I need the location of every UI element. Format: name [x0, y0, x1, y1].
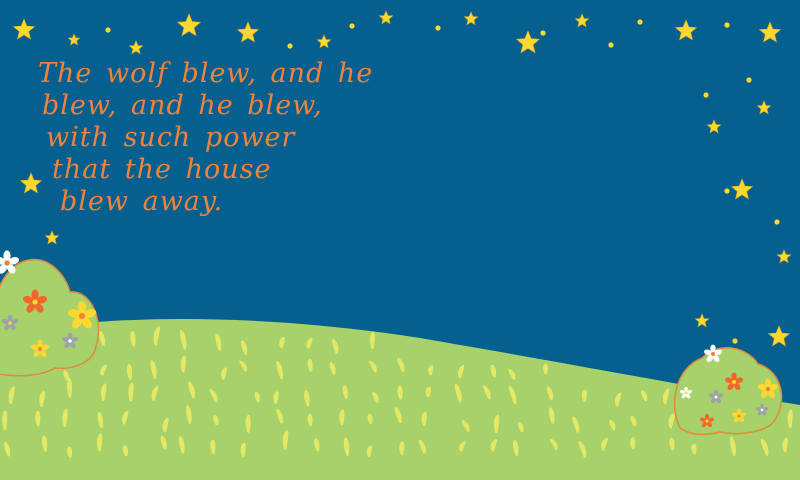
star-dot	[703, 92, 708, 97]
star-dot	[105, 27, 110, 32]
star-dot	[287, 43, 292, 48]
star-dot	[732, 338, 737, 343]
story-line: with such power	[46, 122, 296, 153]
story-line: blew away.	[60, 186, 224, 217]
star-dot	[540, 30, 545, 35]
star-dot	[435, 25, 440, 30]
star-dot	[349, 23, 354, 28]
star-dot	[637, 19, 642, 24]
story-line: The wolf blew, and he	[38, 58, 374, 89]
star-dot	[724, 188, 729, 193]
star-dot	[774, 219, 779, 224]
story-line: blew, and he blew,	[42, 90, 323, 121]
star-dot	[724, 22, 729, 27]
story-text	[38, 58, 468, 218]
star-dot	[746, 77, 751, 82]
story-line: that the house	[52, 154, 272, 185]
star-dot	[608, 42, 613, 47]
